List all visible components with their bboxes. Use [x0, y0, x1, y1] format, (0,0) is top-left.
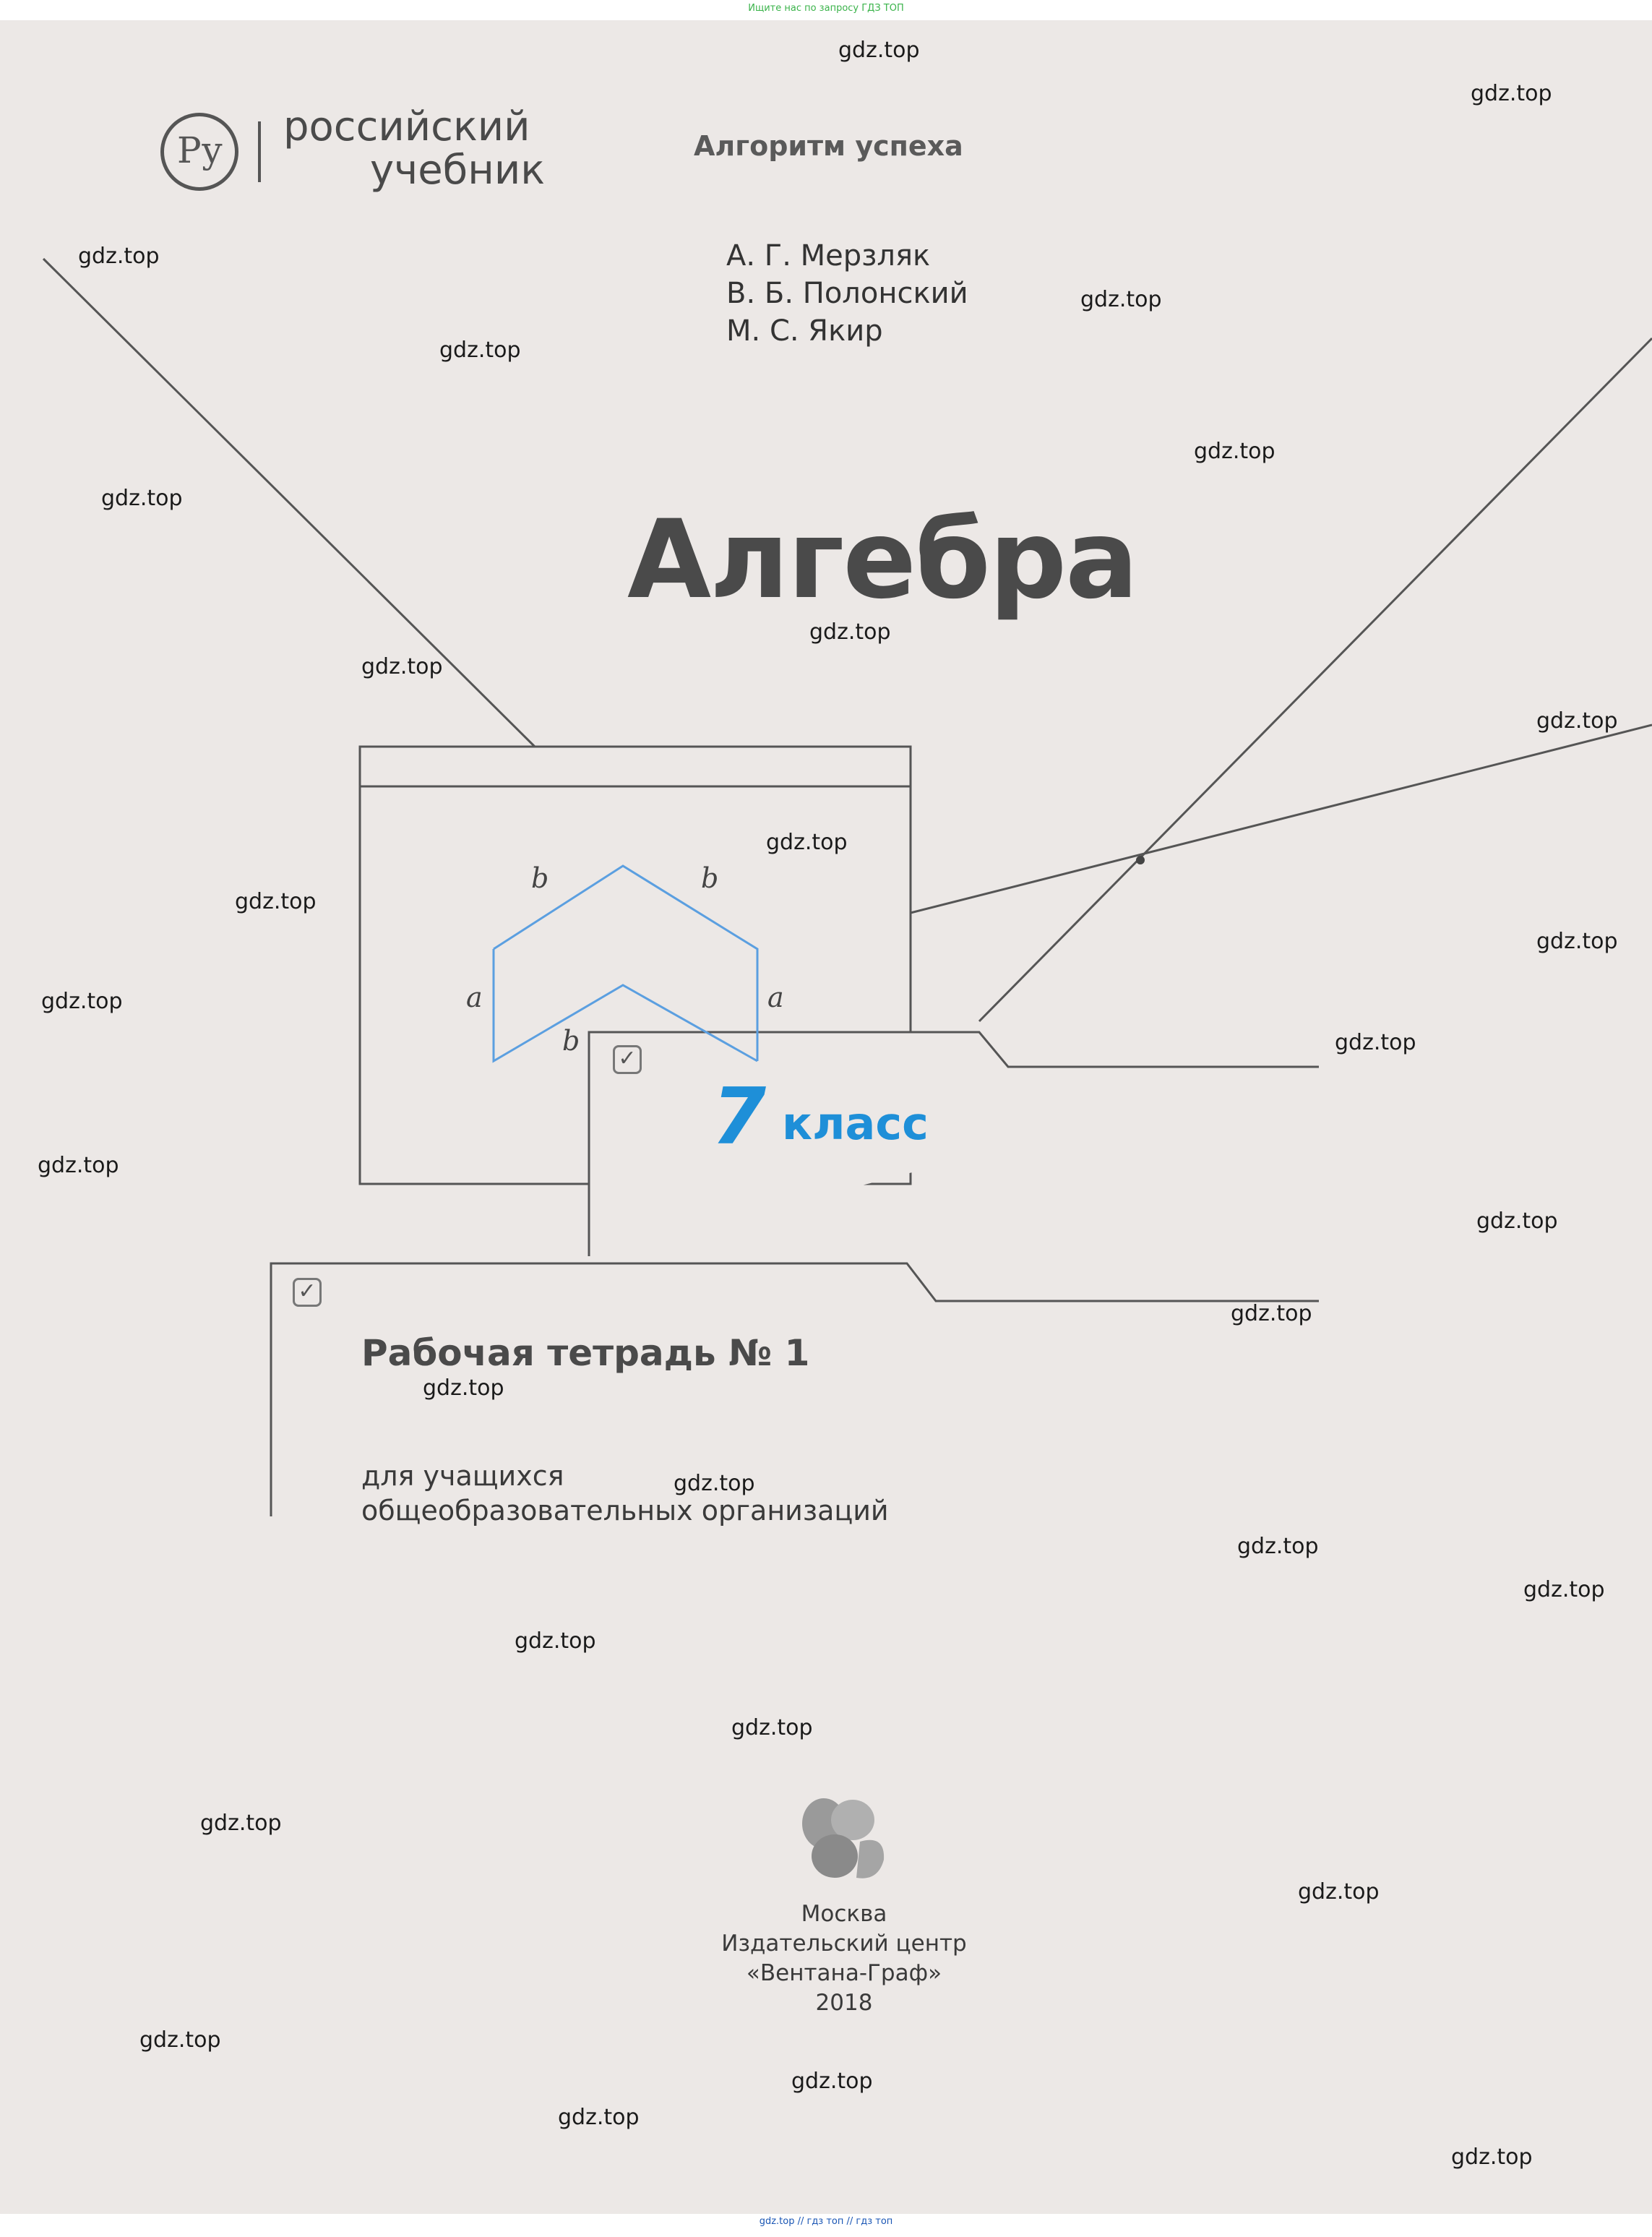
- grade-word: класс: [782, 1097, 929, 1150]
- author-3: М. С. Якир: [726, 314, 883, 348]
- watermark: gdz.top: [1451, 2144, 1533, 2170]
- watermark: gdz.top: [101, 486, 183, 511]
- watermark: gdz.top: [1231, 1301, 1312, 1326]
- logo-line2: учебник: [370, 147, 546, 194]
- watermark: gdz.top: [1523, 1577, 1605, 1602]
- watermark: gdz.top: [558, 2105, 640, 2130]
- watermark: gdz.top: [200, 1811, 282, 1836]
- watermark: gdz.top: [1194, 439, 1275, 464]
- watermark: gdz.top: [439, 338, 521, 363]
- watermark: gdz.top: [1298, 1879, 1380, 1905]
- watermark: gdz.top: [235, 889, 317, 914]
- imprint-year: 2018: [815, 1990, 873, 2016]
- diagram-label-b-right: b: [701, 862, 719, 894]
- bottom-watermark-line: gdz.top // гдз топ // гдз топ: [759, 2216, 893, 2227]
- watermark: gdz.top: [78, 244, 160, 269]
- subject-title: Алгебра: [627, 497, 1137, 623]
- diagram-label-a-left: a: [466, 982, 483, 1013]
- watermark: gdz.top: [1080, 287, 1162, 312]
- series-name: Алгоритм успеха: [694, 130, 963, 162]
- watermark: gdz.top: [1237, 1534, 1319, 1559]
- checkbox-icon: ✓: [293, 1278, 322, 1307]
- workbook-subtitle-line1: для учащихся: [361, 1460, 564, 1492]
- search-hint: Ищите нас по запросу ГДЗ ТОП: [748, 3, 904, 14]
- watermark: gdz.top: [423, 1375, 504, 1401]
- watermark: gdz.top: [1536, 929, 1618, 954]
- watermark: gdz.top: [38, 1153, 119, 1178]
- workbook-subtitle: [361, 1459, 889, 1528]
- checkbox-icon: ✓: [613, 1045, 642, 1074]
- imprint-city: Москва: [801, 1901, 887, 1927]
- logo-mark-icon: Ру: [160, 113, 238, 191]
- watermark: gdz.top: [791, 2069, 873, 2094]
- publisher-emblem-icon: [791, 1791, 892, 1892]
- diagram-label-a-right: a: [767, 982, 784, 1013]
- watermark: gdz.top: [766, 830, 848, 855]
- watermark: gdz.top: [139, 2027, 221, 2053]
- workbook-subtitle-line2: общеобразовательных организаций: [361, 1495, 889, 1527]
- watermark: gdz.top: [674, 1471, 755, 1496]
- watermark: gdz.top: [515, 1628, 596, 1654]
- workbook-title: Рабочая тетрадь № 1: [361, 1332, 810, 1374]
- cover-sheet: [0, 20, 1652, 2214]
- imprint-publisher: Издательский центр: [721, 1931, 967, 1957]
- watermark: gdz.top: [1476, 1208, 1558, 1234]
- authors-list: [726, 237, 968, 350]
- logo-divider: [258, 121, 261, 182]
- watermark: gdz.top: [41, 989, 123, 1014]
- author-2: В. Б. Полонский: [726, 277, 968, 310]
- watermark: gdz.top: [1335, 1030, 1416, 1055]
- author-1: А. Г. Мерзляк: [726, 239, 931, 272]
- watermark: gdz.top: [838, 38, 920, 63]
- watermark: gdz.top: [361, 654, 443, 679]
- watermark: gdz.top: [809, 619, 891, 645]
- grade-number: 7: [712, 1072, 767, 1162]
- diagram-label-b-bottom: b: [562, 1025, 580, 1057]
- watermark: gdz.top: [1471, 81, 1552, 106]
- imprint: [700, 1899, 989, 2018]
- logo-line1: российский: [283, 103, 530, 150]
- imprint-publisher-name: «Вентана-Граф»: [746, 1960, 942, 1986]
- diagram-label-b-left: b: [531, 862, 549, 894]
- watermark: gdz.top: [731, 1715, 813, 1740]
- watermark: gdz.top: [1536, 708, 1618, 734]
